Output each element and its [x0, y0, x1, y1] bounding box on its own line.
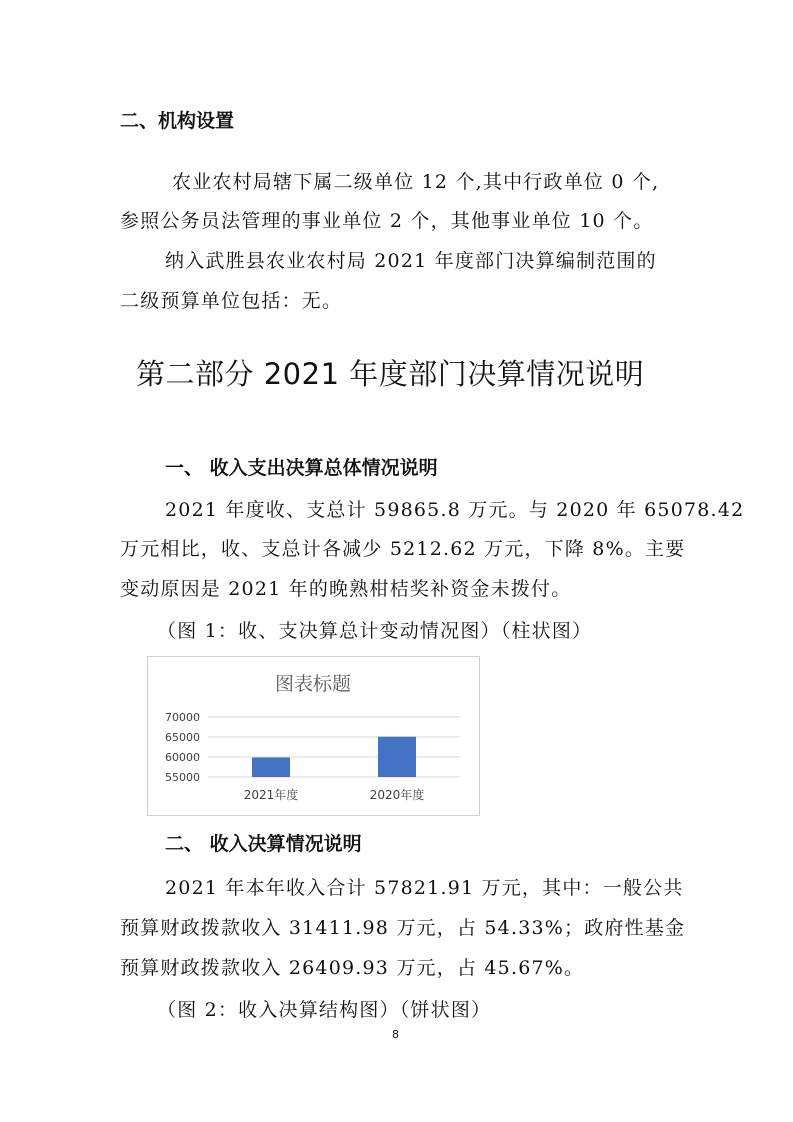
- paragraph-line: 纳入武胜县农业农村局 2021 年度部门决算编制范围的: [165, 250, 657, 272]
- section-heading-income: 二、 收入决算情况说明: [165, 833, 362, 855]
- figure-caption: （图 1：收、支决算总计变动情况图）（柱状图）: [157, 620, 593, 642]
- paragraph-line: 变动原因是 2021 年的晚熟柑桔奖补资金未拨付。: [120, 578, 572, 600]
- paragraph-line: 农业农村局辖下属二级单位 12 个,其中行政单位 0 个,: [172, 171, 660, 193]
- y-tick-label: 60000: [165, 751, 200, 764]
- paragraph-line: 2021 年本年收入合计 57821.91 万元，其中：一般公共: [165, 877, 684, 899]
- x-tick-label: 2021年度: [243, 788, 299, 802]
- paragraph-line: 预算财政拨款收入 26409.93 万元，占 45.67%。: [120, 957, 585, 979]
- paragraph-line: 参照公务员法管理的事业单位 2 个，其他事业单位 10 个。: [120, 210, 654, 232]
- x-tick-label: 2020年度: [369, 788, 425, 802]
- paragraph-line: 2021 年度收、支总计 59865.8 万元。与 2020 年 65078.42: [165, 499, 745, 521]
- bar: [252, 758, 290, 777]
- bar-chart-figure: [147, 656, 480, 816]
- bar: [378, 737, 416, 777]
- bar-chart: [148, 657, 479, 815]
- section-heading-overall: 一、 收入支出决算总体情况说明: [165, 457, 438, 479]
- paragraph-line: 预算财政拨款收入 31411.98 万元，占 54.33%；政府性基金: [120, 917, 686, 939]
- paragraph-line: 二级预算单位包括：无。: [120, 290, 343, 312]
- paragraph-line: 万元相比，收、支总计各减少 5212.62 万元，下降 8%。主要: [120, 538, 686, 560]
- part-title: 第二部分 2021 年度部门决算情况说明: [136, 357, 645, 391]
- figure-caption: （图 2：收入决算结构图）（饼状图）: [157, 999, 492, 1021]
- chart-title: 图表标题: [274, 673, 352, 695]
- page-number: 8: [392, 1028, 399, 1041]
- y-tick-label: 70000: [165, 711, 200, 724]
- y-tick-label: 65000: [165, 731, 200, 744]
- y-tick-label: 55000: [165, 771, 200, 784]
- section-heading-org: 二、机构设置: [120, 110, 235, 132]
